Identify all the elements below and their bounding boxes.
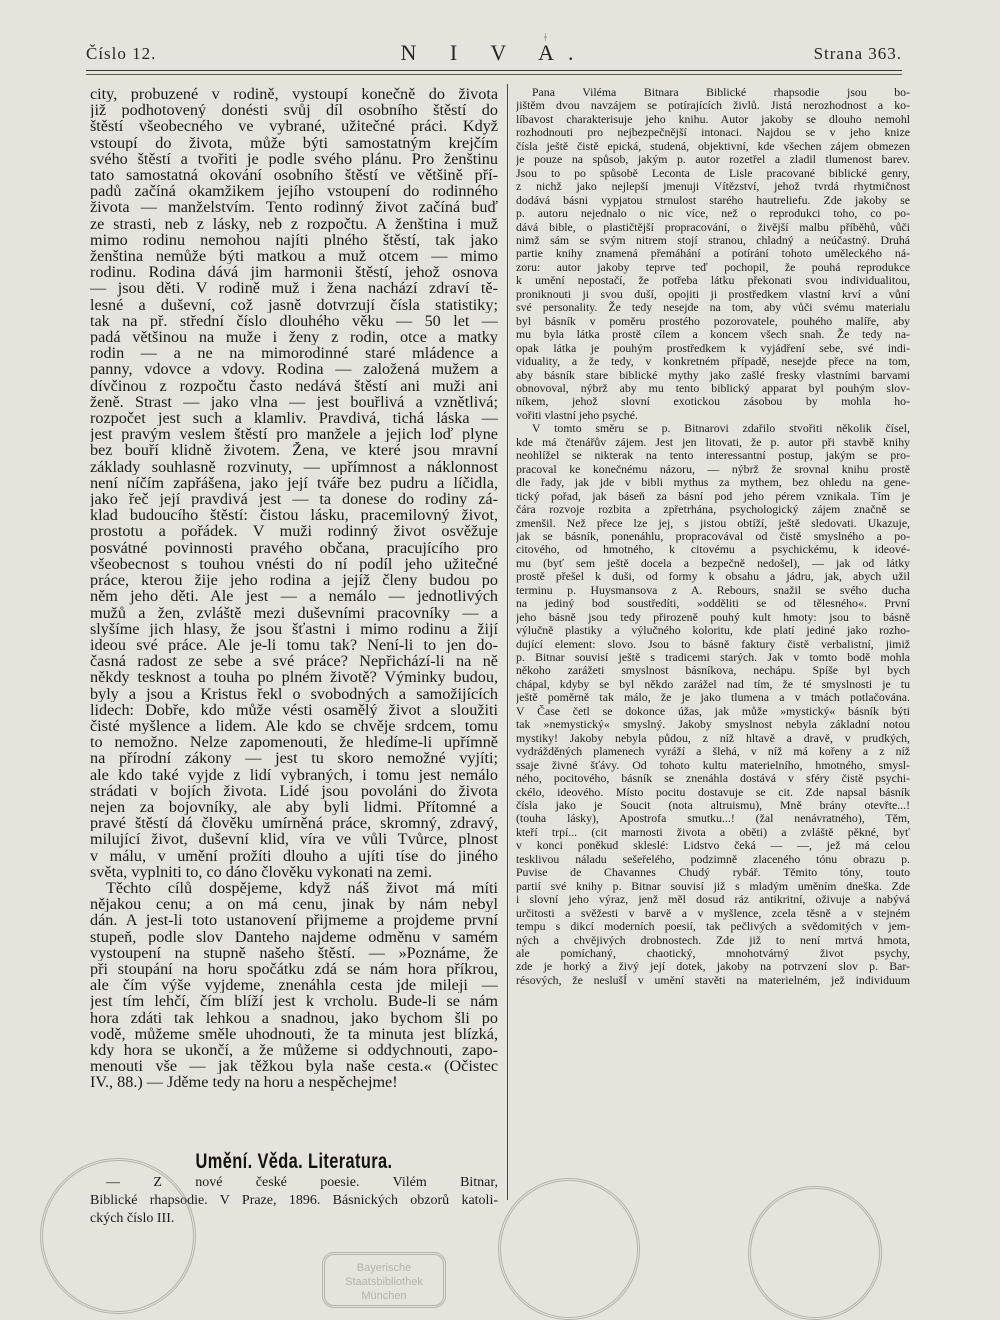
book-entry-line: ckých číslo III. — [90, 1211, 175, 1226]
text-line: menouti vše — jak těžkou byla naše cesta.« (Očistec — [90, 1058, 498, 1075]
library-stamp-circle-left — [40, 1158, 196, 1314]
stamp-line-1: Bayerische — [356, 1262, 412, 1274]
text-line: milující život, duševní klid, víra ve vůli Tvůrce, plnost — [90, 831, 498, 848]
stamp-line-2: Staatsbibliothek — [345, 1276, 423, 1288]
text-line: tempu s dikcí moderních poesií, tak pečlivých a svědomitých v jem- — [516, 920, 910, 934]
text-line: mimo rodinu nemohou najíti plného štěstí, tak jako — [90, 231, 498, 249]
text-line: na jediný bod soustředíti, »odděliti se od tělesného«. První — [516, 597, 910, 611]
print-mark: ǂ — [544, 30, 547, 44]
text-line: ale čím výše vyjdeme, znenáhla cesta jde mileji — — [90, 977, 498, 994]
text-line: jak se básník, ponenáhlu, propracovával od čistě smyslného a po- — [516, 529, 910, 543]
text-line: partií své knihy p. Bitnar souvisí již s mladým uměním dneška. Zde — [516, 879, 910, 893]
text-line: pravé štěstí dá člověku umírněná práce, skromný, zdravý, — [90, 815, 498, 832]
text-line: partie knihy znamená přemáhání a potírání tohoto uměleckého ná- — [516, 247, 910, 261]
text-line: i slovní jeho výraz, jenž měl dosud ráz antikritní, oživuje a nabývá — [516, 893, 910, 907]
text-line: zmenšil. Než přece lze jej, s jistou obtíží, ještě sledovati. Ukazuje, — [516, 516, 910, 530]
bayerische-staatsbibliothek-stamp — [322, 1252, 446, 1308]
stamp-line-3: München — [361, 1290, 407, 1302]
text-line: dán. A jest-li toto ustanovení přijmeme a projdeme první — [90, 912, 498, 929]
text-line: jest tím lehčí, čím blíží jest k vrcholu. Bude-li se nám — [90, 993, 498, 1010]
text-line: Pana Viléma Bitnara Biblické rhapsodie jsou bo- — [532, 86, 910, 99]
text-line: prostě přešel k duši, od formy k obsahu a jádru, jak, abych užil — [516, 570, 910, 584]
journal-title: N I V A. — [400, 40, 588, 65]
text-line: k umění nepostačí, že potřeba látku překonati svou individualitou, — [516, 274, 910, 288]
book-entry-line: Biblické rhapsodie. V Praze, 1896. Básnických obzorů katoli- — [90, 1193, 498, 1208]
text-line: bez bouří klidně životem. Žena, ve které jsou mravní — [90, 442, 498, 459]
text-line: vystoupení na stupně našeho štěstí. — »Poznáme, že — [90, 944, 498, 961]
text-line: štěstí všeobecného ve vybrané, užitečné práci. Když — [90, 118, 498, 135]
text-line: byl básník v poměru prostého pozorovatele, pouhého malíře, aby — [516, 314, 910, 328]
text-line: zoru: autor jakoby teprve teď pochopil, že pouhá reprodukce — [516, 260, 910, 274]
text-line: rozhodnouti pro nejbezpečnější intonaci. Najdou se v jeho knize — [516, 126, 910, 140]
text-line: dodává básni vypjatou strnulost starého hautreliefu. Zde jakoby se — [516, 193, 910, 207]
text-line: chápal, kdyby se byl někdo zarážel nad tím, že té smyslnosti je tu — [516, 677, 910, 691]
text-line: dává bible, o plastičtější propracování, o živější malbu příběhů, vůči — [516, 220, 910, 234]
text-line: tický pořad, jak báseň za básní pod jeho pérem vznikala. Tím je — [516, 489, 910, 503]
text-line: ještě poměrně tak málo, že je jako tlumena a v tmách potlačována. — [516, 691, 910, 705]
text-line: nimž sám se svým nitrem stojí stranou, chladný a neúčastný. Druhá — [516, 233, 910, 247]
text-line: Puvise de Chavannes Chudý rybář. Těmito tóny, touto — [516, 866, 910, 880]
text-line: city, probuzené v rodině, vystoupí konečně do života — [90, 86, 498, 103]
text-line: prostotu a pořádek. V muži rodinný život osvěžuje — [90, 523, 498, 540]
text-line: líbavost charakterisuje jeho knihu. Autor jakoby se dlouho nemohl — [516, 112, 910, 126]
text-line: čísla jako je Soucit (nota altruismu), Mně brány otevřte...! — [516, 799, 910, 813]
text-line: ale pomíchaný, chaotický, mnohotvárný život psychy, — [516, 947, 910, 960]
text-line: pracoval ke konečnému názoru, — nýbrž že srovnal knihu prostě — [516, 462, 910, 476]
text-line: lesné a duševní, což jasně dotvrzují čísla statistiky; — [90, 296, 498, 313]
text-line: svého štěstí a tvořiti je podle svého plánu. Pro ženštinu — [90, 150, 498, 168]
text-line: na přírodní zákony — jest tu skoro nemožné vyjíti; — [90, 750, 498, 767]
text-line: ssaje živné šťávy. Od tohoto kultu materielního, hmotného, smysl- — [516, 758, 910, 772]
text-line: Jsou to po spůsobě Leconta de Lisle pracované biblické genry, — [516, 166, 910, 180]
text-line: jest pravým veslem štěstí pro manžele a jejich loď plyne — [90, 426, 498, 443]
text-line: terminu p. Huysmansova z A. Rebours, snažil se svého ducha — [516, 583, 910, 597]
text-line: ze strasti, neb z lásky, neb z rozpočtu. A ženština i muž — [90, 215, 498, 232]
text-line: někoho zarážeti smyslnost básníkova, nechápu. Spíše byl bych — [516, 664, 910, 678]
text-line: citového, od hmotného, k citovému a psychickému, k ideové- — [516, 543, 910, 557]
text-line: ženě. Strast — jako vlna — jest bouřlivá a vznětlivá; — [90, 393, 498, 411]
text-line: posvátné povinnosti pravého občana, pracujícího pro — [90, 539, 498, 556]
text-line: opak látka je pouhým prostředkem k vyjádření sebe, své indi- — [516, 341, 910, 355]
text-line: slyšíme jich hlasy, že jsou šťastni i mimo rodinu a žijí — [90, 620, 498, 637]
text-line: ných a chvějivých drobnostech. Zde již to není mrtvá hmota, — [516, 933, 910, 947]
text-line: tato samostatná okování osobního štěstí ve většině pří- — [90, 167, 498, 184]
text-line: čára rozvoje rozbita a zpřetrhána, psychologický zájem značně se — [516, 503, 910, 517]
library-stamp-circle-middle — [498, 1178, 640, 1320]
text-line: (touha lásky), Apostrofa smutku...! (žal nenávratného), Těm, — [516, 812, 910, 826]
text-line: dle řady, jak jde v bibli mythus za mythem, bez ohledu na gene- — [516, 476, 910, 490]
text-line: zde je horký a živý její dotek, jakoby na potrvzení slov p. Bar- — [516, 960, 910, 974]
text-line: ženština nemůže býti matkou a muž otcem — mimo — [90, 248, 498, 265]
text-line: rodinu. Rodina dává jim harmonii štěstí, jehož osnova — [90, 264, 498, 281]
text-line: života — manželstvím. Tento rodinný život začíná buď — [90, 199, 498, 216]
text-line: — jsou děti. V rodině muž i žena nachází zdraví tě- — [90, 280, 498, 297]
text-line: ideou své práce. Ale je-li tomu tak? Není-li to jen do- — [90, 636, 498, 654]
text-line: všeobecnost s touhou vnésti do ní podíl jeho užitečné — [90, 555, 498, 573]
text-line: V tomto směru se p. Bitnarovi zdařilo stvořiti několik čísel, — [532, 422, 910, 436]
text-line: rodin — a ne na mimorodinné staré mládence a — [90, 345, 498, 362]
left-column-text — [90, 86, 498, 1190]
text-line: vstoupí do života, může býti samostatným krejčím — [90, 134, 498, 151]
text-line: hora zdáti tak lehkou a snadnou, jako bychom šli po — [90, 1009, 498, 1026]
text-line: jištěm dvou navzájem se potírajících živlů. Jistá nerozhodnost a ko- — [516, 99, 910, 113]
column-divider — [507, 84, 508, 1200]
text-line: někdy tesknost a touha po plném životě? Výminky budou, — [90, 669, 498, 686]
text-line: byly a jsou a Kristus řekl o svobodných a samožijících — [90, 685, 498, 702]
section-title: Umění. Věda. Literatura. — [195, 1150, 393, 1173]
text-line: při stoupání na horu spočátku zdá se nám hora příkrou, — [90, 960, 498, 978]
text-line: proniknouti ji svou duší, opojiti ji prostředkem vlastní krví a vůní — [516, 287, 910, 301]
header-rule-top — [86, 70, 902, 71]
right-column-review — [516, 86, 910, 1216]
text-line: obnovoval, nýbrž aby mu tento biblický apparat byl pouhým slov- — [516, 381, 910, 395]
text-line: kdy hora se ukončí, a že můžeme si oddychnouti, zapo- — [90, 1041, 498, 1059]
text-line: panny, vdovce a vdovy. Rodina — založená mužem a — [90, 361, 498, 378]
page-header — [86, 38, 902, 72]
text-line: vořiti vlastní jeho psyché. — [516, 408, 638, 422]
text-line: mu byla látka prostě cílem a koncem všech snah. Že tedy na- — [516, 328, 910, 342]
book-entry-line: — Z nové české poesie. Vilém Bitnar, — [106, 1175, 498, 1190]
text-line: časná radost ze sebe a své práce? Nepřichází-li na ně — [90, 653, 498, 670]
text-line: lidech: Dobře, kdo může vésti osamělý život a sloužiti — [90, 701, 498, 718]
library-stamp-circle-right — [748, 1186, 882, 1320]
header-rule-bottom — [86, 74, 902, 75]
text-line: dující element: slovo. Jsou to básně faktury čistě verbalistní, jimiž — [516, 637, 910, 651]
text-line: ného, pocitového, básník se znenáhla dostává v sféry čistě psychi- — [516, 772, 910, 786]
text-line: vodě, můžeme směle uhodnouti, že ta minuta jest blízká, — [90, 1025, 498, 1042]
text-line: tak na př. střední číslo dlouhého věku — 50 let — — [90, 312, 498, 330]
text-line: je pouze na spůsob, jakým p. autor rozetřel a zladil tlumenost barev. — [516, 153, 910, 167]
text-line: p. Bitnar souvisí ještě s tradicemi starých. Jak v tomto bodě mohla — [516, 651, 910, 665]
text-line: tesklivou náladu sešeřelého, podzimně zlaceného tónu obrazu p. — [516, 852, 910, 866]
text-line: ckélo, ideového. Místo pocitu dostavuje se cit. Zde napsal básník — [516, 785, 910, 799]
text-line: p. autoru nejednalo o nic více, než o reprodukci toho, co po- — [516, 207, 910, 221]
text-line: světa, vyplniti to, co dáno člověku vykonati na zemi. — [90, 863, 433, 880]
text-line: to nemožno. Nelze zapomenouti, že hledíme-li upřímně — [90, 734, 498, 751]
page-number: Strana 363. — [813, 44, 902, 63]
text-line: V Čase četl se dokonce úžas, jak může »mystický« básník býti — [516, 704, 910, 718]
text-line: nejen za bojovníky, ale aby byli lidmi. Přítomné a — [90, 798, 498, 816]
text-line: kde má čtenářův zájem. Jest jen litovati, že p. autor při stavbě knihy — [516, 435, 910, 449]
text-line: čisté myšlence a lidem. Ale kdo se chvěje srdcem, tomu — [90, 717, 498, 735]
text-line: nějakou cenu; a on má cenu, jinak by nám nebyl — [90, 896, 498, 913]
text-line: viduality, a že tedy, v konkretném případě, nesejde přece na tom, — [516, 355, 910, 369]
text-line: ale kdo také vyjde z lidí vybraných, i tomu jest nemálo — [90, 766, 498, 783]
text-line: něm jeho děti. Ale jest — a nemálo — jednotlivých — [90, 588, 498, 605]
text-line: výlučně plastiky a výlučného koloritu, kde platí jediné jako rozho- — [516, 624, 910, 638]
text-line: určitosti a svěžesti v barvě a v myšlence, zcela těsně a v stejném — [516, 906, 910, 920]
text-line: z nichž jako nejlepší jmenuji Vítězství, jehož tvrdá rhytmičnost — [516, 180, 910, 194]
text-line: základy souhlasně rozvinuty, — upřímnost a náklonnost — [90, 458, 498, 475]
text-line: IV., 88.) — Jděme tedy na horu a nespěchejme! — [90, 1074, 398, 1091]
text-line: čísla ještě čistě epická, studená, objektivní, kde všechen zájem obmezen — [516, 139, 910, 153]
text-line: neohlížel se nikterak na tento interessantní postup, jakým se pro- — [516, 449, 910, 463]
text-line: padů začíná okamžikem jejího vstoupení do rodinného — [90, 183, 498, 200]
text-line: tak »nemystický« smyslný. Jakoby smyslnost nebyla základní notou — [516, 718, 910, 732]
text-line: není níčím zapřášena, jako její tváře bez pudru a líčidla, — [90, 474, 498, 492]
text-line: mu (byť sem ještě docela a bezpečně nedošel), — jak od látky — [516, 556, 910, 570]
text-line: dívčinou z rozpočtu často nedává štěstí ani muži ani — [90, 377, 498, 394]
text-line: v konci poněkud skleslé: Lidstvo čeká — —, jež má celou — [516, 839, 910, 853]
text-line: mužů a žen, zvláště mezi duševními pracovníky — a — [90, 604, 498, 621]
text-line: níkem, jehož slovní exotickou zásobou by mohla ho- — [516, 395, 910, 409]
text-line: v málu, v umění prožíti dlouho a ujíti tíse do jiného — [90, 847, 498, 864]
text-line: strádati v bojích života. Lidé jsou povoláni do života — [90, 782, 498, 799]
text-line: padá většinou na muže i ženy z rodin, otce a matky — [90, 329, 498, 346]
text-line: jeho básně jsou tedy přirozeně pouhý kult hmoty: jsou to básně — [516, 610, 910, 624]
text-line: rozpočet jest such a klamliv. Pravdivá, tichá láska — — [90, 410, 498, 427]
text-line: již podhotovený donésti svůj díl osobního štěstí do — [90, 102, 498, 119]
text-line: své personality. Že tedy nesejde na tom, aby vůči svému materialu — [516, 301, 910, 315]
text-line: mystiky! Jakoby nebyla půdou, z níž hltavě a dravě, v prudkých, — [516, 731, 910, 745]
text-line: práce, kterou žije jeho rodina a jejíž členy budou po — [90, 572, 498, 589]
text-line: vydrážděných plamenech vyráží a šlehá, v níž má kořeny a z níž — [516, 745, 910, 759]
text-line: kteří trpí... (cit marnosti života a oběti) a zvláště pěkné, byť — [516, 825, 910, 839]
issue-number: Číslo 12. — [86, 44, 157, 63]
text-line: résových, že neslušÍ v umění stavěti na materielném, jež individuum — [516, 973, 910, 987]
text-line: aby básník stare biblické mythy jako zašlé fresky vlastními barvami — [516, 368, 910, 382]
text-line: klad budoucího štěstí: čistou lásku, pracemilovný život, — [90, 507, 498, 524]
text-line: jako řeč její pravdivá jest — ta donese do rodiny zá- — [90, 491, 498, 508]
text-line: stupeň, podle slov Danteho najdeme odměnu v samém — [90, 928, 498, 945]
text-line: Těchto cílů dospějeme, když náš život má míti — [106, 879, 498, 897]
